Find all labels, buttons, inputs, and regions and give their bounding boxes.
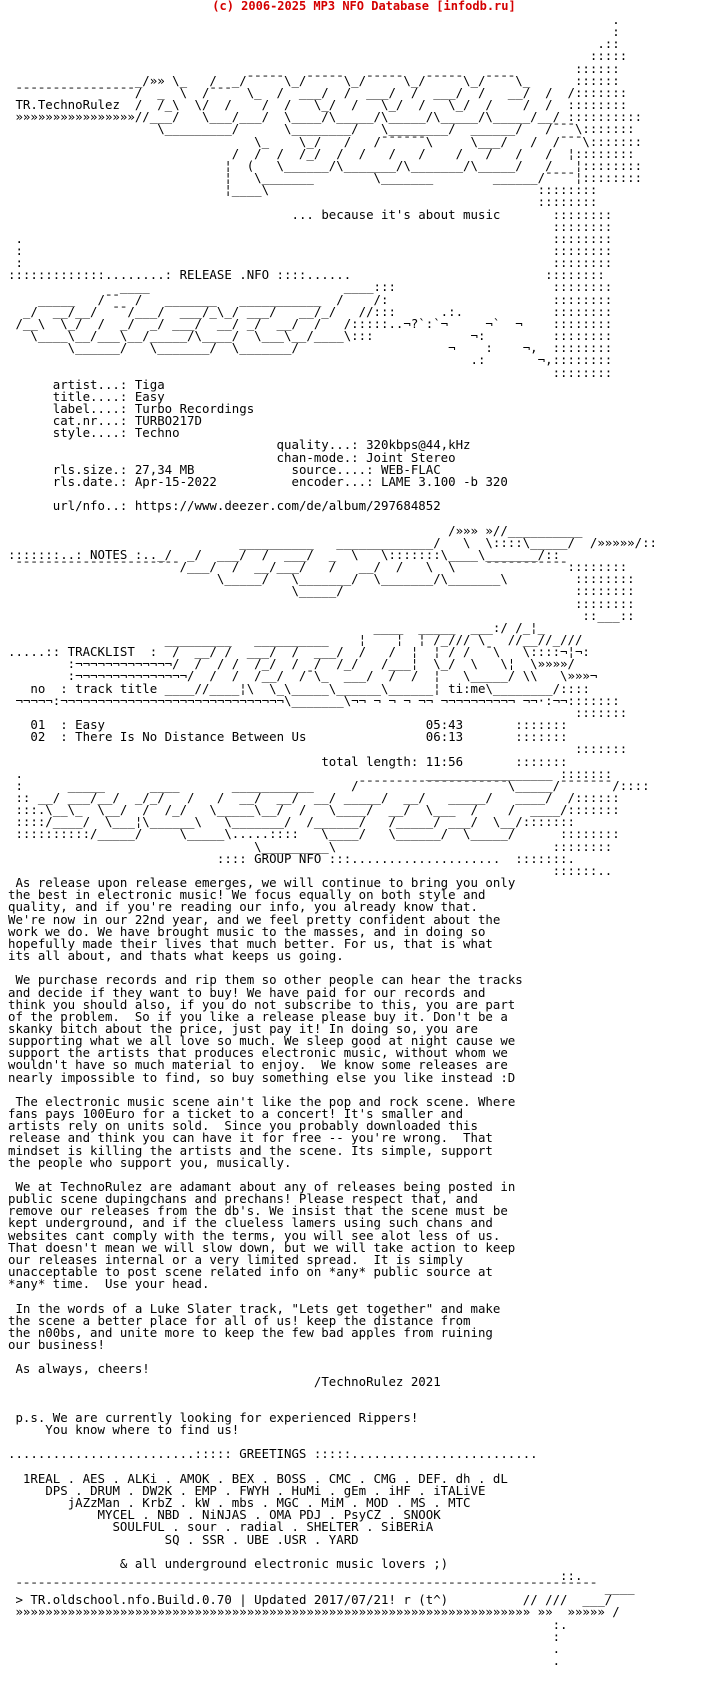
release-artist: Tiga (134, 376, 165, 392)
release-chan-mode: Joint Stereo (366, 449, 456, 465)
greetings-line-6: SQ . SSR . UBE .USR . YARD (164, 1531, 359, 1547)
track-01-no: 01 (30, 717, 46, 733)
greetings-line-1: 1REAL . AES . ALKi . AMOK . BEX . BOSS . CMC . CMG . DEF. dh . dL (22, 1470, 508, 1486)
greetings-line-3: jAZzMan . KrbZ . kW . mbs . MGC . MiM . MOD . MS . MTC (67, 1495, 471, 1511)
ascii-logo-mid: / /_\ \/ / / / \_/ / \_/ / \_/ / / / :::::::: »»»»»»»»»»»»»»»»//___/ \___/___/ \____/\_____/\_____/\_____/\_____/__/ :::::::::: \_________/ \________/ \________/ ______/ /¯¯¯\::::::: \_ \_/ / /¯¯¯¯¯¯\ \___/ / /¯¯¯\::::::: / / / /_/ / / / / / / / / ¦:::::::: ¦ ( \______/\_______/\_______/\_____/ / ¦:::::::: ¦ \_______ \_______ ______/¯¯¯¯¦:::::::: ¦____\ :::::::: :::::::: (15, 97, 643, 210)
group-nfo-paragraph-5: In the words of a Luke Slater track, "Lets get together" and make the scene a better place for all of us! keep the distance from the n00bs, and unite more to keep the few bad apples from ruining our business! (8, 1300, 501, 1353)
release-title: Easy (134, 388, 165, 404)
group-nfo-paragraph-3: The electronic music scene ain't like the pop and rock scene. Where fans pays 100Euro for a ticket to a concert! It's smaller and artists rely on units sold. Since you probably downloaded this release and think you can have it for free -- you're wrong. That mindset is killing the artists and the scene. Its simple, support the people who support you, musically. (8, 1093, 516, 1170)
track-01-title: Easy (75, 717, 105, 733)
total-length: total length: 11:56 (321, 753, 464, 769)
greetings-footer: & all underground electronic music lovers ;) (119, 1555, 449, 1571)
release-quality: 320kbps@44,kHz (366, 437, 471, 453)
greetings-line-2: DPS . DRUM . DW2K . EMP . FWYH . HuMi . gEm . iHF . iTALiVE (45, 1482, 486, 1498)
ascii-logo-top: . : .:: ::::: :::::: _/»» \_ / _/¯¯¯¯¯\_/¯¯¯¯¯\_/¯¯¯¯¯\_/¯¯¯¯¯\_/¯¯¯¯\_ :::::: ¯¯¯¯¯¯¯¯¯¯¯¯¯¯¯¯/ _ \ /¯¯¯ \_ / ___/ / ___/ / ___/ / __/ / /::::::: (15, 14, 628, 100)
greetings-label: .........................::::: GREETINGS :::::......................... (8, 1446, 538, 1462)
release-cat-nr: TURBO217D (134, 413, 202, 429)
release-encoder: LAME 3.100 -b 320 (381, 473, 508, 489)
release-date: Apr-15-2022 (134, 473, 217, 489)
tracklist-col-track: track title (75, 680, 158, 696)
tracklist-col-time: ti:me (448, 680, 486, 696)
group-nfo-paragraph-2: We purchase records and rip them so other people can hear the tracks and decide if they want to buy! We have paid for our records and think you should also, if you do not subscribe to this, you are part of the problem. So if you like a release please buy it. Don't be a skanky bitch about the price, just pay it! In doing so, you are supporting what we all love so much. We sleep good at night cause we support the artists that produces electronic music, without whom we wouldn't have so much material to enjoy. We know some releases are nearly impossible to find, so buy something else you like instead :D (8, 972, 523, 1085)
track-02-title: There Is No Distance Between Us (75, 729, 307, 745)
track-02-time: 06:13 (425, 729, 464, 745)
group-nfo-paragraph-4: We at TechnoRulez are adamant about any of releases being posted in public scene dupingchans and prechans! Please respect that, and remove our releases from the db's. We insist that the scene must be kept underground, and if the clueless lamers using such chans and websites cant comply with the terms, you will see alot less of us. That doesn't mean we will slow down, but we will take action to keep our releases internal or a very limited spread. It is simply unacceptable to post scene related info on *any* public source at *any* time. Use your head. (8, 1179, 516, 1292)
ascii-notes-logo: /»»» »//__________ __________ _____________/ \ \::::\_____/ /»»»»»/:: (239, 522, 658, 550)
group-nfo-paragraph-1: As release upon release emerges, we will continue to bring you only the best in electronic music! We focus equally on both style and quality, and if you're reading our info, you already know that. We're now in our 22nd year, and we feel pretty confident about the work we do. We have brought music to the masses, and in doing so hopefully made their lives that much better. For us, that is what its all about, and thats what keeps us going. (8, 875, 516, 964)
group-nfo-paragraph-6: As always, cheers! (15, 1361, 150, 1377)
ascii-release-logo: :::::::: ____ ____::: :::::::: _____ /¯¯ / _______ ___________ / /: :::::::: _/ __/__/ ¯¯/___/ ___/_\_/ ___/ __/_/ //::: .:. :::::::: /__\ \_/ / _/ _/ ___/ __/ _/ __/ / /:::::..¬?`:`¬ ¬` ¬ :::::::: \____\__/___\__/_____/\____/ \___\__/____\::: ¬: :::::::: \______/ \_______/ \_______/ ¬ : ¬, :::::::: .: ¬,:::::::: :::::::: artist...: (15, 267, 613, 392)
tracklist-label: .....:: TRACKLIST : (8, 644, 158, 660)
track-01-time: 05:43 (425, 717, 464, 733)
release-label: Turbo Recordings (134, 401, 255, 416)
release-header: :::::::::::::........: RELEASE .NFO ::::...... (8, 267, 352, 283)
greetings-line-4: MYCEL . NBD . NiNJAS . OMA PDJ . PsyCZ . SNOOK (97, 1507, 441, 1523)
tagline: ... because it's about music (291, 206, 501, 222)
greetings-line-5: SOULFUL . sour . radial . SHELTER . SiBERiA (112, 1519, 434, 1535)
track-02-no: 02 (30, 729, 46, 745)
group-nfo-label: :::: GROUP NFO :::.................... (216, 850, 501, 866)
ascii-group-logo: ::::::: . _________________ ::::::: : _____ ____ ___________ /¯¯¯¯¯¯¯¯¯¯¯¯¯¯¯¯¯¯¯¯\_____/¯¯¯¯¯¯¯/:::: :: __/ ___/__/ _/_/ / / __/ __/ __/ _____/ __/ _____/ ____/ /:::::: :::.\__\_ \__/ / /_/ \_____\__/ / \____/ __/ \___ / / ____/::::::: ::::/____/ \___¦\______\ \_______/ /______/ /_____/ ___/ \__/::::::: ::::::::::/_____/ \_____\.....:::: \____/ \______/ \_____/ :::::::: \_________\ :::::::: (15, 753, 650, 854)
ps-note: p.s. We are currently looking for experienced Rippers! You know where to find us! (15, 1409, 419, 1438)
release-size: 27,34 MB (134, 461, 195, 477)
release-source: WEB-FLAC (381, 461, 441, 477)
footer-build: > TR.oldschool.nfo.Build.0.70 | Updated 2017/07/21! r (t^) (15, 1592, 449, 1608)
group-tag: TR.TechnoRulez (15, 97, 120, 113)
signature: /TechnoRulez 2021 (313, 1373, 441, 1389)
site-banner-link[interactable]: (c) 2006-2025 MP3 NFO Database [infodb.ru] (212, 0, 516, 13)
release-style: Techno (134, 425, 180, 441)
release-url[interactable]: https://www.deezer.com/de/album/297684852 (134, 498, 441, 514)
tracklist-col-no: no (30, 680, 46, 696)
nfo-text: . : .:: ::::: :::::: _/»» \_ / _/¯¯¯¯¯\_/¯¯¯¯¯\_/¯¯¯¯¯\_/¯¯¯¯¯\_/¯¯¯¯\_ :::::: ¯¯¯¯¯¯¯¯¯¯¯¯¯¯¯¯/ _ \ /¯¯¯ \_ / ___/ / ___/ / ___/ / __/ / /::::::: TR.TechnoRulez / /_\ \/ / / / \_/ / \_/ / \_/ / / / :::::::: »»»»»»»»»»»»»»»»//___/ \___/___/ \____/\_____/\_____/\_____/\_____/__/ :::::::::: \_________/ \________/ \________/ ______/ /¯¯¯\::::::: \_ \_/ / /¯¯¯¯¯¯\ \___/ / /¯¯¯\::::::: / / / /_/ / / / / / / / / ¦:::::::: ¦ ( \______/\_______/\_______/\_____/ / ¦:::::::: ¦ \_______ \_______ ______/¯¯¯¯¦:::::::: ¦____\ :::::::: :::::::: ... because it's about music :::::::: :::::::: . :::::::: : :::::::: : :::::::: :::::::::::::........: RELEASE .NFO ::::...... :::::::: ____ ____::: :::::::: _____ /¯¯ / _______ ___________ / /: :::::::: _/ __/__/ ¯¯/___/ ___/_\_/ ___/ __/_/ //::: .:. :::::::: /__\ \_/ / _/ _/ ___/ __/ _/ __/ / /:::::..¬?`:`¬ ¬` ¬ :::::::: \____\__/___\__/_____/\____/ \___\__/____\::: ¬: :::::::: \______/ \_______/ \_______/ ¬ : ¬, :::::::: .: ¬,:::::::: :::::::: artist...: Tiga title....: Easy label....: Turbo Recordings cat.nr...: TURBO217D style....: Techno quality...: 320kbps@44,kHz chan-mode.: Joint Stereo rls.size.: 27,34 MB source....: WEB-FLAC rls.date.: Apr-15-2022 encoder...: LAME 3.100 -b 320 url/nfo..: https://www.deezer.com/de/album/297684852 /»»» »//__________ __________ _____________/ \ \::::\_____/ /»»»»»/:: :::::::..: NOTES :.._/ _/ ___/ / ___/ _ \ \:::::::\____\_______/:: ¯¯¯¯¯¯¯¯¯¯¯¯¯¯¯¯¯¯¯¯¯¯/___/ / __/___/ / __/ / \ \ ¯¯¯¯¯¯¯¯¯¯¯:::::::: \_____/ \_______/ \_______/\_______\ :::::::: \_____/ :::::::: :::::::: ::___:: ____ _____ ___:/ /_¦_ _________ __________ ¦ ¦ ¦ /_/// \ //__//_/// .....:: TRACKLIST : / __/ / ___/ / ___/ / / ¦ ¦ / / ¯\ \::::¬¦¬: :¬¬¬¬¬¬¬¬¬¬¬¬¬/ / / / /_/ / / /_/ /___¦ \_/ \ \¦ \»»»»/ :¬¬¬¬¬¬¬¬¬¬¬¬¬¬¬/ / / /__/ /¯\_ ___/ / / ¦ \_____/ \\ \»»»¬ no : track title ____//____¦\ \_\_____\______\______¦ ti:me\________/:::: ¬¬¬¬¬:¬¬¬¬¬¬¬¬¬¬¬¬¬¬¬¬¬¬¬¬¬¬¬¬¬¬¬¬¬¬\_______\¬¬ ¬ ¬ ¬ ¬¬ ¬¬¬¬¬¬¬¬¬¬ ¬¬·:¬¬::::::: ::::::: 01 : Easy 05:43 ::::::: 02 : There Is No Distance Between Us 06:13 ::::::: ::::::: total length: 11:56 ::::::: . _________________ ::::::: : _____ ____ ___________ /¯¯¯¯¯¯¯¯¯¯¯¯¯¯¯¯¯¯¯¯\_____/¯¯¯¯¯¯¯/:::: :: __/ ___/__/ _/_/ / / __/ __/ __/ _____/ __/ _____/ ____/ /:::::: :::.\__\_ \__/ / /_/ \_____\__/ / \____/ __/ \___ / / ____/::::::: ::::/____/ \___¦\______\ \_______/ /______/ /_____/ ___/ \__/::::::: ::::::::::/_____/ \_____\.....:::: \____/ \______/ \_____/ :::::::: \_________\ :::::::: :::: GROUP NFO :::.................... :::::::. ::::::.. As release upon release emerges, we will continue to bring you only the best in electronic music! We focus equally on both style and quality, and if you're reading our info, you already know that. We're now in our 22nd year, and we feel pretty confident about the work we do. We have brought music to the masses, and in doing so hopefully made their lives that much better. For us, that is what its all about, and thats what keeps us going. We purchase records and rip them so other people can hear the tracks and decide if they want to buy! We have paid for our records and think you should also, if you do not subscribe to this, you are part of the problem. So if you like a release please buy it. Don't be a skanky bitch about the price, just pay it! In doing so, you are supporting what we all love so much. We sleep good at night cause we support the artists that produces electronic music, without whom we wouldn't have so much material to enjoy. We know some releases are nearly impossible to find, so buy something else you like instead :D The electronic music scene ain't like the pop and rock scene. Where fans pays 100Euro for a ticket to a concert! It's smaller and artists rely on units sold. Since you probably downloaded this release and think you can have it for free -- you're wrong. That mindset is killing the artists and the scene. Its simple, support the people who support you, musically. We at TechnoRulez are adamant about any of releases being posted in public scene dupingchans and prechans! Please respect that, and remove our releases from the db's. We insist that the scene must be kept underground, and if the clueless lamers using such chans and websites cant comply with the terms, you will see alot less of us. That doesn't mean we will slow down, but we will take action to keep our releases internal or a very limited spread. It is simply unacceptable to post scene related info on *any* public source at *any* time. Use your head. In the words of a Luke Slater track, "Lets get together" and make the scene a better place for all of us! keep the distance from the n00bs, and unite more to keep the few bad apples from ruining our business! As always, cheers! /TechnoRulez 2021 p.s. We are currently looking for experienced Rippers! You know where to find us! .........................::::: GREETINGS :::::......................... 1REAL . AES . ALKi . AMOK . BEX . BOSS . CMC . CMG . DEF. dh . dL DPS . DRUM . DW2K . EMP . FWYH . HuMi . gEm . iHF . iTALiVE jAZzMan . KrbZ . kW . mbs . MGC . MiM . MOD . MS . MTC MYCEL . NBD . NiNJAS . OMA PDJ . PsyCZ . SNOOK SOULFUL . sour . radial . SHELTER . SiBERiA SQ . SSR . UBE .USR . YARD & all underground electronic music lovers ;) ::. ¯¯¯¯¯¯¯¯¯¯¯¯¯¯¯¯¯¯¯¯¯¯¯¯¯¯¯¯¯¯¯¯¯¯¯¯¯¯¯¯¯¯¯¯¯¯¯¯¯¯¯¯¯¯¯¯¯¯¯¯¯¯¯¯¯¯¯¯¯¯¯¯¯¯¯¯¯¯ ____ > TR.oldschool.nfo.Build.0.70 | Updated 2017/07/21! r (t^) // /// ___/ »»»»»»»»»»»»»»»»»»»»»»»»»»»»»»»»»»»»»»»»»»»»»»»»»»»»»»»»»»»»»»»»»»»»» »» »»»»» / :. : . . (8, 14, 658, 1669)
notes-label: :::::::..: NOTES :.. (8, 546, 158, 562)
